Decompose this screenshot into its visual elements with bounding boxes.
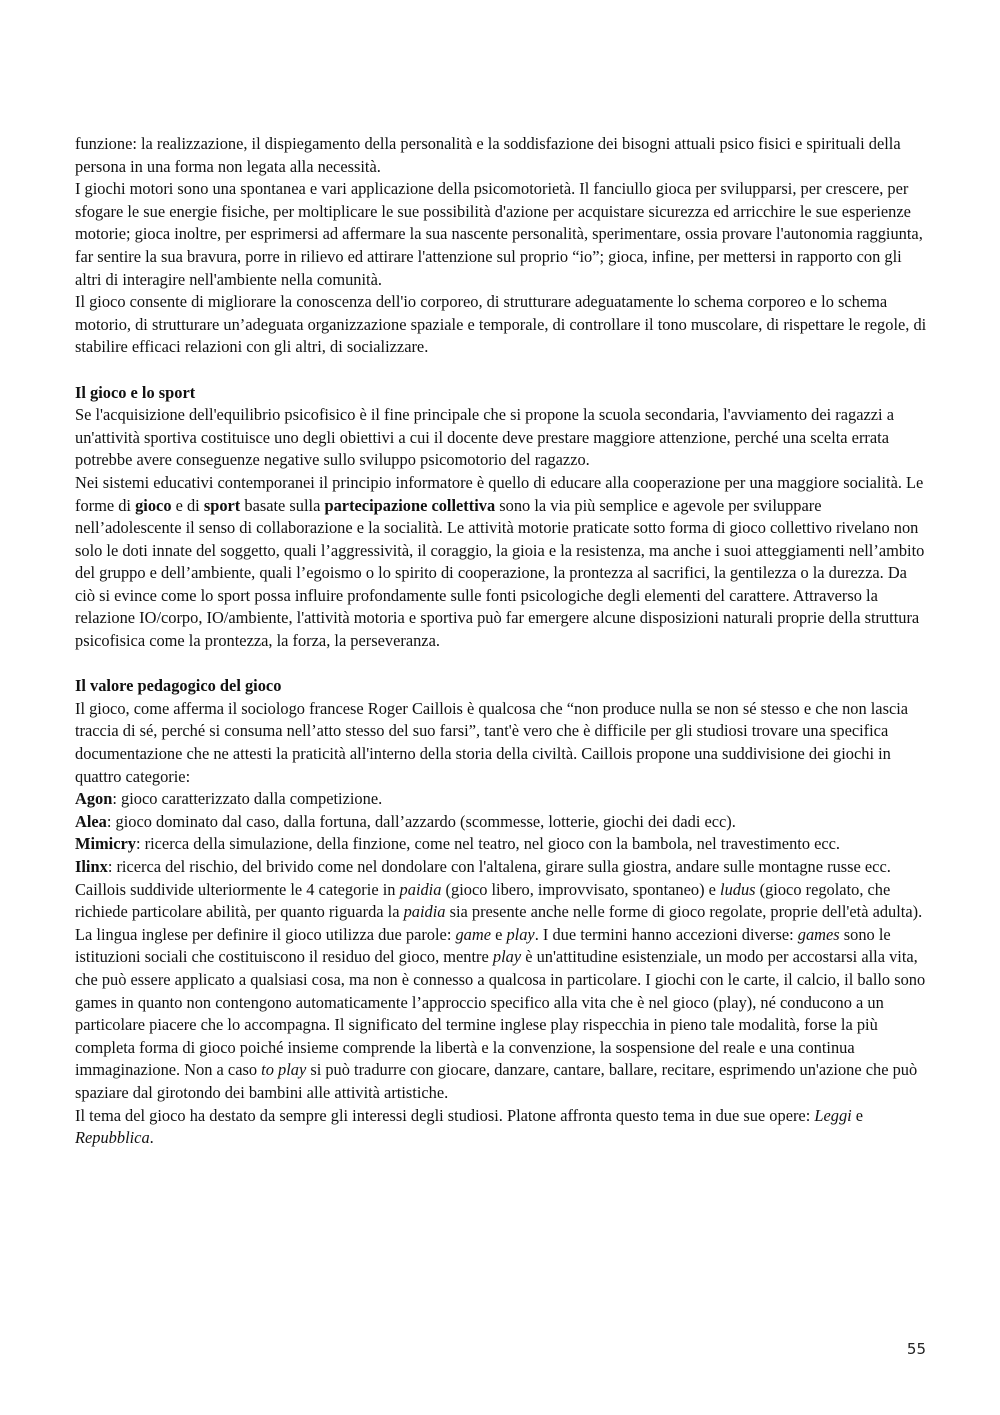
section2-paragraph-2: Caillois suddivide ulteriormente le 4 categorie in paidia (gioco libero, improvvisato, spontaneo) e ludus (gioco regolato, che richiede particolare abilità, per quanto riguarda la paidia sia presente anche nelle forme di gioco regolate, proprie dell'età adulta).	[75, 879, 923, 922]
category-item	[75, 788, 927, 811]
intro-paragraph-2: I giochi motori sono una spontanea e vari applicazione della psicomotorietà. Il fanciullo gioca per svilupparsi, per crescere, per sfogare le sue energie fisiche, per moltiplicare le sue possibilità d'azione per acquistare sicurezza ed arricchire le sue esperienze motorie; gioca inoltre, per esprimersi ad affermare la sua nascente personalità, sperimentare, ossia provare l'autonomia raggiunta, far sentire la sua bravura, porre in rilievo ed attirare l'attenzione sul proprio “io”; gioca, infine, per mettersi in rapporto con gli altri di interagire nell'ambiente nella comunità.	[75, 179, 923, 289]
spacer	[75, 653, 927, 676]
category-term: Alea	[75, 811, 107, 831]
category-item	[75, 833, 927, 856]
italic-term: game	[455, 924, 491, 944]
italic-term: play	[506, 924, 535, 944]
italic-term: ludus	[720, 879, 756, 899]
category-item	[75, 856, 927, 879]
category-item	[75, 811, 927, 834]
document-page	[75, 133, 927, 1150]
category-description: : gioco dominato dal caso, dalla fortuna, dall’azzardo (scommesse, lotterie, giochi dei dadi ecc).	[106, 811, 736, 831]
category-description: : gioco caratterizzato dalla competizione.	[112, 789, 383, 809]
section2-paragraph-3: La lingua inglese per definire il gioco utilizza due parole: game e play. I due termini hanno accezioni diverse: games sono le istituzioni sociali che costituiscono il residuo del gioco, mentre play è un'attitudine esistenziale, un modo per accostarsi alla vita, che può essere applicato a qualsiasi cosa, ma non è connesso a qualcosa in particolare. I giochi con le carte, il calcio, il ballo sono games in quanto non contengono automaticamente l’approccio specifico alla vita che è nel gioco (play), né conducono a un particolare piacere che lo accompagna. Il significato del termine inglese play rispecchia in pieno tale modalità, forse la più completa forma di gioco poiché insieme comprende la libertà e la convenzione, la sospensione del reale e una continua immaginazione. Non a caso to play si può tradurre con giocare, danzare, cantare, ballare, recitare, esprimendo un'azione che può spaziare dal girotondo dei bambini alle attività artistiche.	[75, 924, 926, 1102]
section1-paragraph-2: Nei sistemi educativi contemporanei il principio informatore è quello di educare alla cooperazione per una maggiore socialità. Le forme di gioco e di sport basate sulla partecipazione collettiva sono la via più semplice e agevole per sviluppare nell’adolescente il senso di collaborazione e la socialità. Le attività motorie praticate sotto forma di gioco collettivo rivelano non solo le doti innate del soggetto, quali l’aggressività, il coraggio, la gioia e la resistenza, ma anche i suoi atteggiamenti nell’ambito del gruppo e dell’ambiente, quali l’egoismo o lo spirito di cooperazione, la prontezza al sacrifici, la gentilezza o la durezza. Da ciò si evince come lo sport possa influire profondamente sulle fonti psicologiche degli elementi del carattere. Attraverso la relazione IO/corpo, IO/ambiente, l'attività motoria e sportiva può far emergere alcune disposizioni naturali proprie della struttura psicofisica come la prontezza, la forza, la perseveranza.	[75, 472, 925, 651]
italic-term: paidia	[399, 879, 442, 899]
category-term: Agon	[75, 789, 113, 809]
italic-term: paidia	[403, 902, 446, 922]
section-heading-valore-pedagogico: Il valore pedagogico del gioco	[75, 676, 282, 696]
category-term: Ilinx	[75, 857, 108, 876]
italic-term: play	[492, 947, 522, 967]
italic-title: Repubblica	[75, 1128, 150, 1148]
intro-paragraph-1: funzione: la realizzazione, il dispiegamento della personalità e la soddisfazione dei bisogni attuali psico fisici e spirituali della persona in una forma non legata alla necessità.	[75, 134, 901, 176]
italic-title: Leggi	[814, 1105, 852, 1125]
category-description: : ricerca della simulazione, della finzione, come nel teatro, nel gioco con la bambola, nel travestimento ecc.	[135, 834, 841, 854]
italic-term: to play	[261, 1060, 307, 1080]
section2-paragraph-1: Il gioco, come afferma il sociologo francese Roger Caillois è qualcosa che “non produce nulla se non sé stesso e che non lascia traccia di sé, perché si consuma nell’atto stesso del suo farsi”, tant'è vero che è difficile per gli studiosi trovare una specifica documentazione che ne attesti la praticità all'interno della storia della civiltà. Caillois propone una suddivisione dei giochi in quattro categorie:	[75, 698, 909, 786]
bold-term: gioco	[135, 495, 172, 515]
section-heading-gioco-sport: Il gioco e lo sport	[75, 382, 196, 402]
section1-paragraph-1: Se l'acquisizione dell'equilibrio psicofisico è il fine principale che si propone la scuola secondaria, l'avviamento dei ragazzi a un'attività sportiva costituisce uno degli obiettivi a cui il docente deve prestare maggiore attenzione, perché una scelta errata potrebbe avere conseguenze negative sullo sviluppo psicomotorio del ragazzo.	[75, 405, 894, 470]
section2-paragraph-4: Il tema del gioco ha destato da sempre gli interessi degli studiosi. Platone affronta questo tema in due sue opere: Leggi e Repubblica.	[75, 1105, 864, 1148]
spacer	[75, 359, 927, 382]
page-number: 55	[906, 1340, 926, 1358]
italic-term: games	[797, 924, 840, 944]
bold-term: partecipazione collettiva	[324, 495, 496, 515]
category-description: : ricerca del rischio, del brivido come nel dondolare con l'altalena, girare sulla giostra, andare sulle montagne russe ecc.	[107, 857, 891, 876]
category-term: Mimicry	[75, 834, 136, 854]
bold-term: sport	[203, 495, 241, 515]
intro-paragraph-3: Il gioco consente di migliorare la conoscenza dell'io corporeo, di strutturare adeguatamente lo schema corporeo e lo schema motorio, di strutturare un’adeguata organizzazione spaziale e temporale, di controllare il tono muscolare, di rispettare le regole, di stabilire efficaci relazioni con gli altri, di socializzare.	[75, 292, 927, 357]
